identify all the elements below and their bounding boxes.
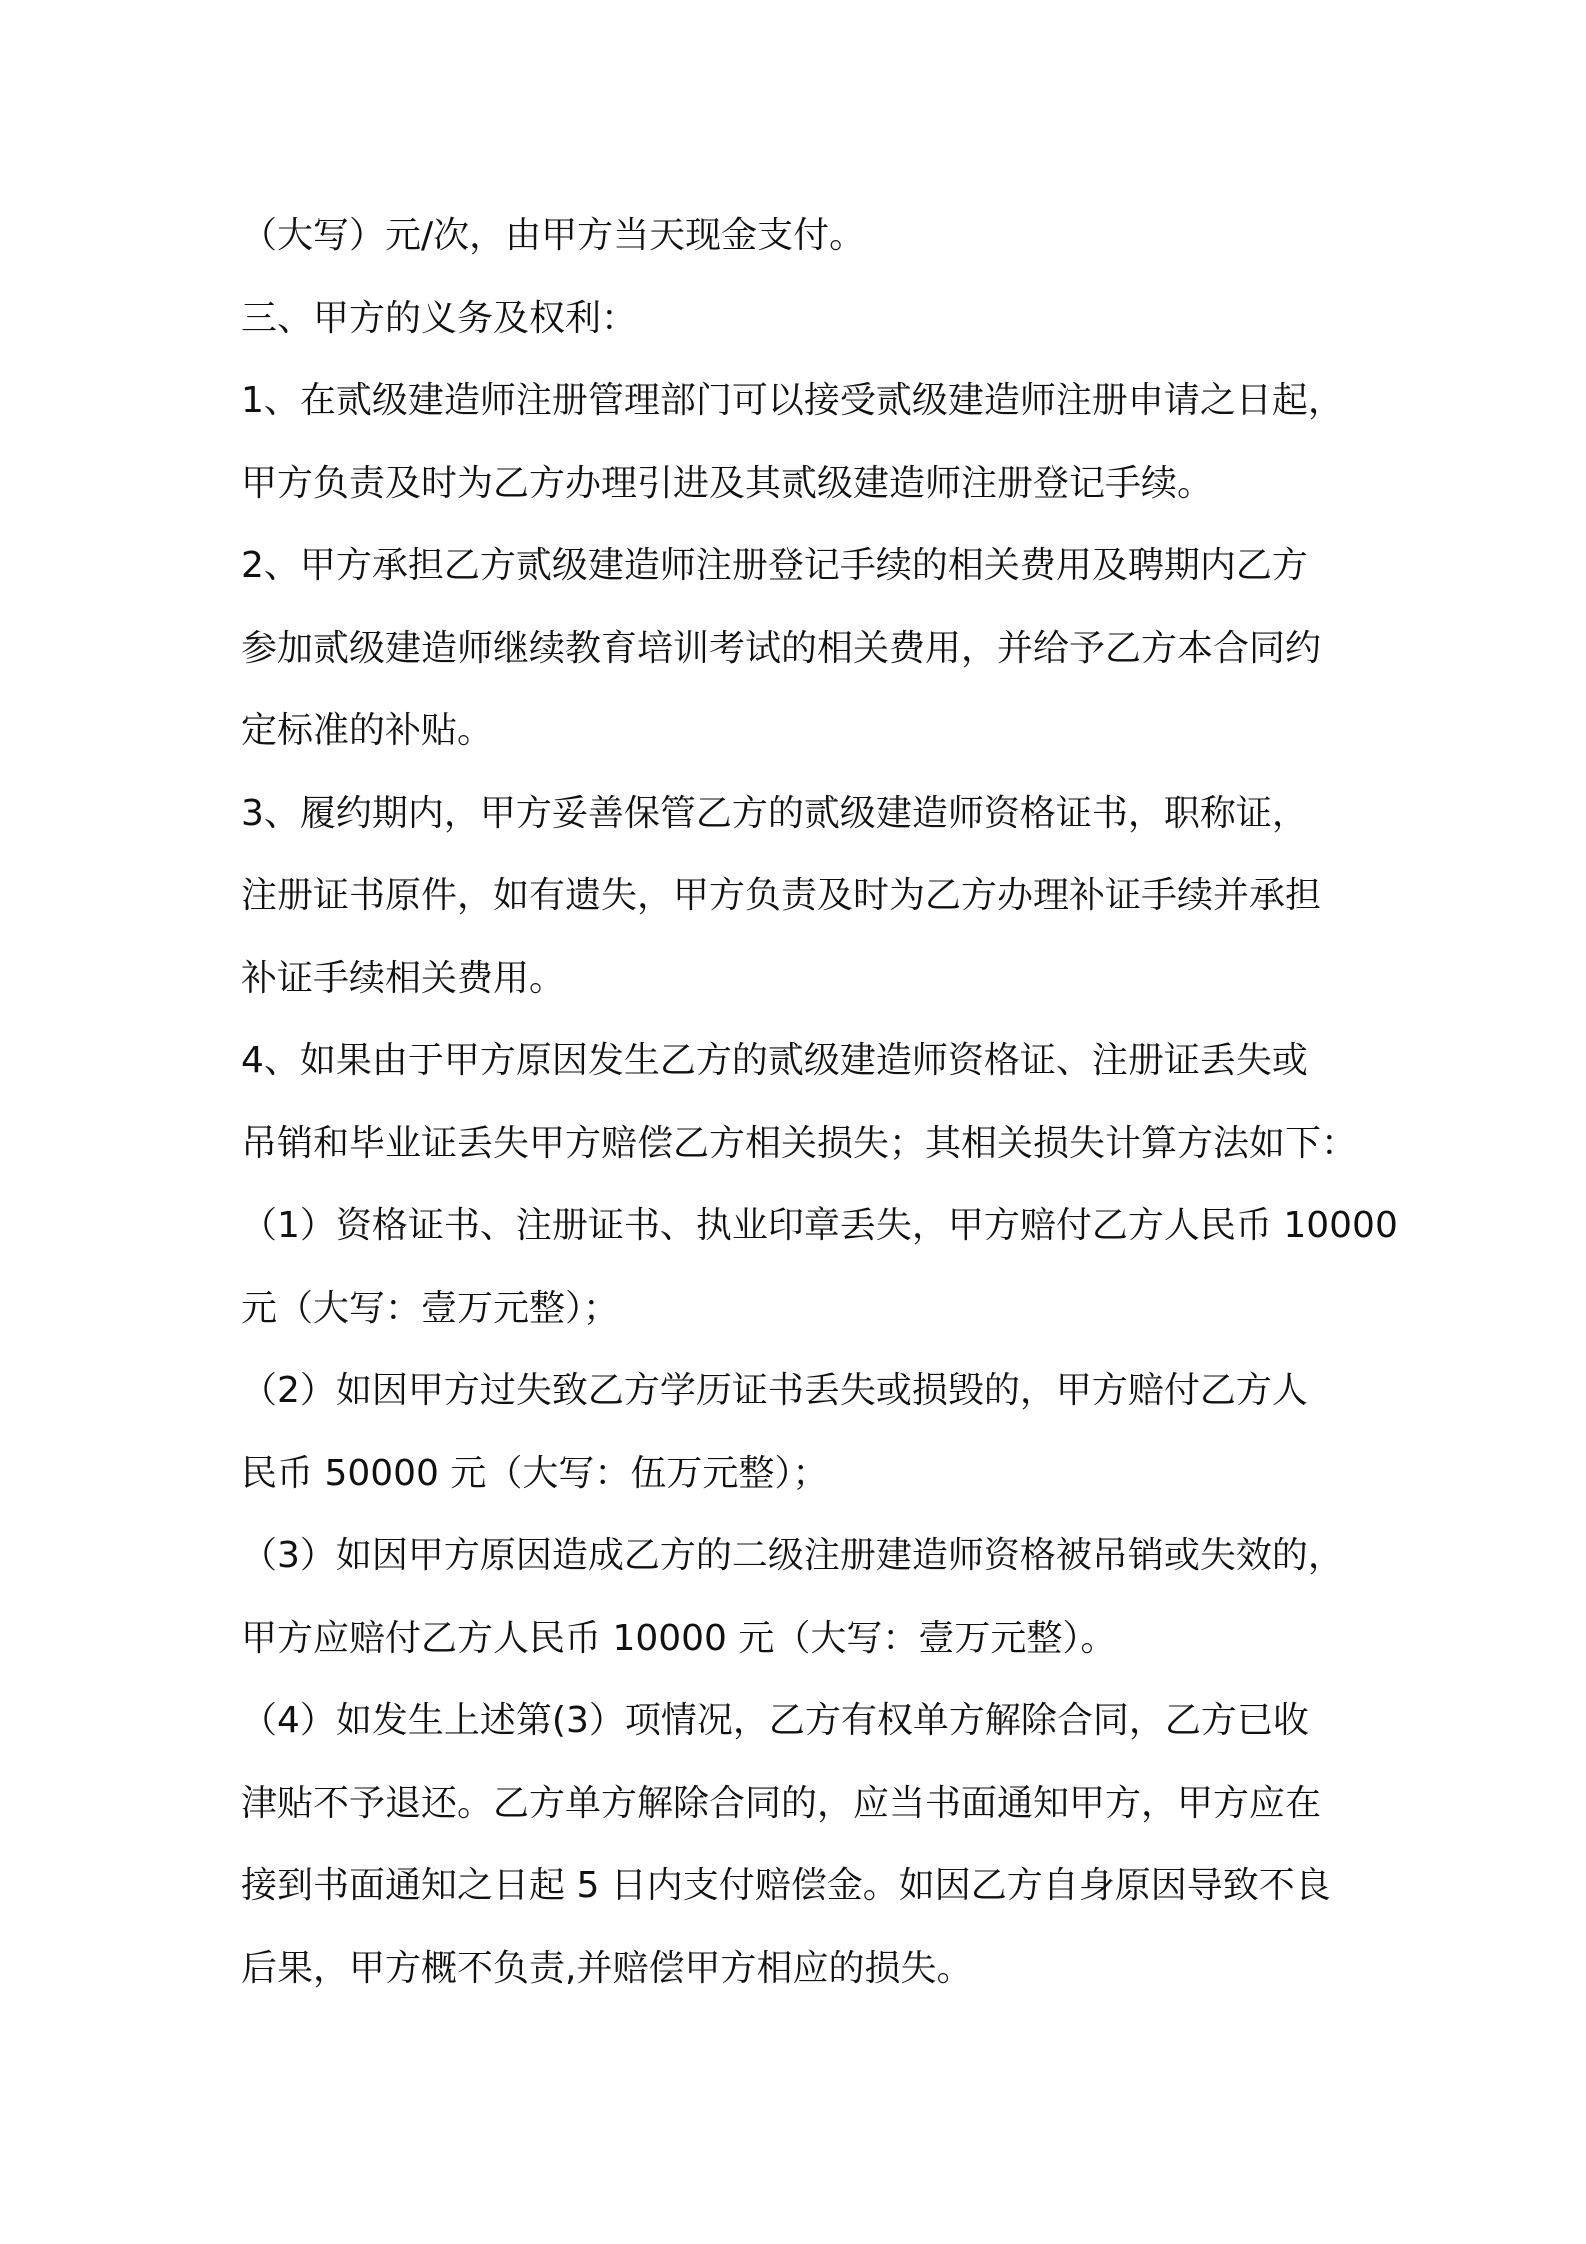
text-line: 2、甲方承担乙方贰级建造师注册登记手续的相关费用及聘期内乙方 xyxy=(241,545,1308,586)
text-line: 吊销和毕业证丢失甲方赔偿乙方相关损失；其相关损失计算方法如下： xyxy=(241,1122,1358,1164)
text-line: （4）如发生上述第(3）项情况，乙方有权单方解除合同，乙方已收 xyxy=(241,1700,1309,1741)
text-line: 民币 50000 元（大写：伍万元整）； xyxy=(241,1452,829,1494)
text-line: （1）资格证书、注册证书、执业印章丢失，甲方赔付乙方人民币 10000 xyxy=(241,1205,1398,1246)
text-line: 4、如果由于甲方原因发生乙方的贰级建造师资格证、注册证丢失或 xyxy=(241,1040,1308,1081)
text-line: 补证手续相关费用。 xyxy=(241,957,566,999)
contract-text xyxy=(241,195,1398,2010)
text-line: 后果，甲方概不负责,并赔偿甲方相应的损失。 xyxy=(241,1947,973,1989)
text-line: （3）如因甲方原因造成乙方的二级注册建造师资格被吊销或失效的， xyxy=(241,1535,1344,1576)
text-line: 参加贰级建造师继续教育培训考试的相关费用，并给予乙方本合同约 xyxy=(241,627,1322,669)
text-line: 元（大写：壹万元整）； xyxy=(241,1287,620,1329)
text-line: 3、履约期内，甲方妥善保管乙方的贰级建造师资格证书，职称证， xyxy=(241,792,1308,834)
text-line: 1、在贰级建造师注册管理部门可以接受贰级建造师注册申请之日起， xyxy=(241,380,1344,421)
text-line: 津贴不予退还。乙方单方解除合同的，应当书面通知甲方，甲方应在 xyxy=(241,1782,1322,1824)
section-heading: 三、甲方的义务及权利： xyxy=(241,297,638,339)
text-line: （2）如因甲方过失致乙方学历证书丢失或损毁的，甲方赔付乙方人 xyxy=(241,1370,1308,1411)
text-line: 定标准的补贴。 xyxy=(241,710,494,751)
text-line: （大写）元/次，由甲方当天现金支付。 xyxy=(241,215,866,256)
text-line: 甲方负责及时为乙方办理引进及其贰级建造师注册登记手续。 xyxy=(241,462,1214,504)
text-line: 注册证书原件，如有遗失，甲方负责及时为乙方办理补证手续并承担 xyxy=(241,875,1322,916)
text-line: 甲方应赔付乙方人民币 10000 元（大写：壹万元整）。 xyxy=(241,1617,1117,1659)
text-line: 接到书面通知之日起 5 日内支付赔偿金。如因乙方自身原因导致不良 xyxy=(241,1865,1331,1906)
